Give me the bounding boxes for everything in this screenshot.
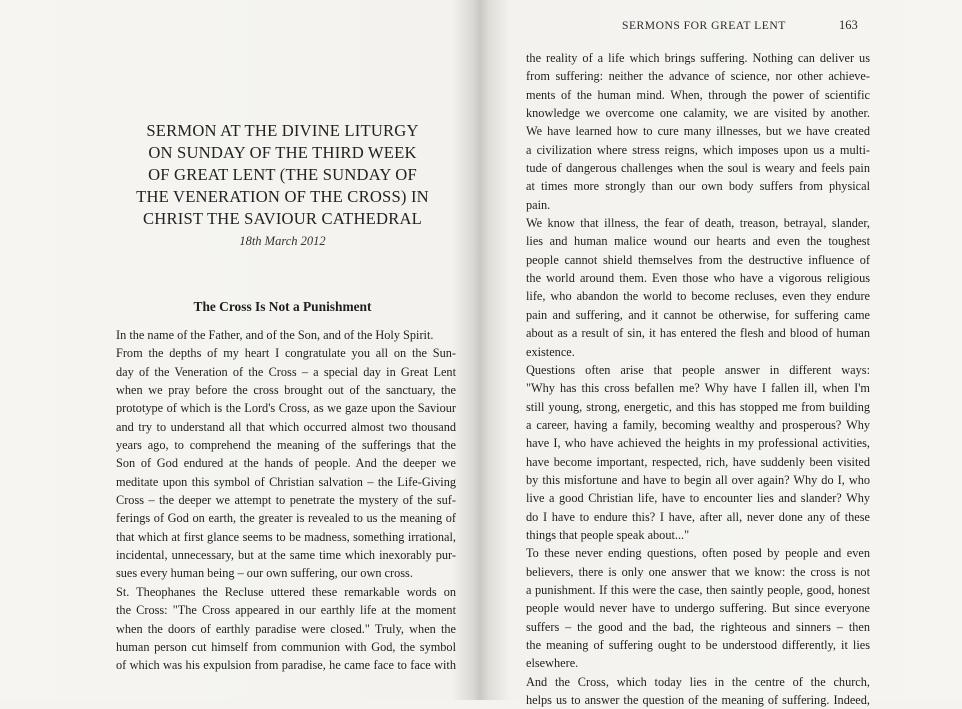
text-line: Questions often arise that people answer in different ways:: [526, 362, 870, 377]
sermon-title: [115, 120, 450, 230]
left-page: [0, 0, 481, 700]
text-line: a punishment. If this were the case, then saintly people, good, honest: [526, 582, 870, 597]
text-line: incidental, unnecessary, but at the same time which inexorably pur-: [116, 548, 456, 563]
text-line: of which was his expulsion from paradise, he came face to face with: [116, 658, 456, 673]
text-line: and try to understand all that which occurred almost two thousand: [116, 419, 456, 434]
section-heading: The Cross Is Not a Punishment: [193, 299, 372, 314]
text-line: a civilization where stress reigns, which imposes upon us a multi-: [526, 142, 870, 157]
text-line: a career, having a family, becoming wealthy and prosperous? Why: [526, 417, 870, 432]
text-line: do I have to endure this? I have, after all, never done any of these: [526, 509, 870, 524]
text-line: St. Theophanes the Recluse uttered these remarkable words on: [116, 584, 456, 599]
text-line: tude of dangerous challenges when the soul is weary and feels pain: [526, 161, 870, 176]
text-line: elsewhere.: [526, 656, 579, 671]
text-line: We know that illness, the fear of death, treason, betrayal, slander,: [526, 216, 870, 231]
text-line: sues every human being – our own suffering, our own cross.: [116, 566, 413, 581]
text-line: prototype of which is the Lord's Cross, as we gaze upon the Saviour: [116, 401, 456, 416]
text-line: life, who abandon the world to become recluses, even they endure: [526, 289, 870, 304]
right-page: [481, 0, 962, 708]
text-line: at times more strongly than our own body suffers from physical: [526, 179, 870, 194]
text-line: To these never ending questions, often posed by people and even: [526, 546, 870, 561]
text-line: the reality of a life which brings suffering. Nothing can deliver us: [526, 51, 870, 65]
text-line: have become important, respected, rich, have suddenly been visited: [526, 454, 870, 469]
title-line: OF GREAT LENT (THE SUNDAY OF: [148, 165, 417, 184]
text-line: We have learned how to cure many illnesses, but we have created: [526, 124, 870, 139]
text-line: people would never have to undergo suffering. But since everyone: [526, 601, 870, 616]
text-line: knowledge we overcome one calamity, we are visited by another.: [526, 106, 870, 121]
title-line: SERMON AT THE DIVINE LITURGY: [146, 121, 419, 140]
text-line: day of the Veneration of the Cross – a special day in Great Lent: [116, 364, 456, 379]
text-line: And the Cross, which today lies in the centre of the church,: [526, 674, 870, 689]
text-line: when the doors of earthly paradise were closed." Truly, when the: [116, 621, 456, 636]
text-line: the Cross: "The Cross appeared in our earthly life at the moment: [116, 603, 456, 618]
title-line: CHRIST THE SAVIOUR CATHEDRAL: [143, 209, 422, 228]
text-line: Cross – the deeper we attempt to penetrate the mystery of the suf-: [116, 493, 456, 508]
text-line: lies and human malice wound our hearts and even the toughest: [526, 234, 870, 249]
text-line: years ago, to comprehend the meaning of the sufferings that the: [116, 438, 456, 453]
text-line: from suffering: neither the advance of science, nor other achieve-: [526, 69, 870, 84]
text-line: pain and suffering, and it cannot be otherwise, for suffering came: [526, 307, 870, 322]
text-line: the meaning of suffering ought to be understood differently, it lies: [526, 638, 870, 652]
text-line: ments of the human mind. When, through the power of scientific: [526, 87, 870, 102]
text-line: the world around them. Even those who have a vigorous religious: [526, 271, 870, 286]
sermon-date: 18th March 2012: [239, 234, 326, 248]
text-line: "Why has this cross befallen me? Why have I fallen ill, when I'm: [526, 381, 870, 396]
text-line: human person cut himself from communion with God, the symbol: [116, 639, 456, 654]
text-line: Son of God endured at the hands of people. And the deeper we: [116, 456, 456, 471]
text-line: by this misfortune and have to begin all over again? Why do I, who: [526, 472, 870, 487]
page-number: 163: [839, 18, 858, 32]
text-line: people cannot shield themselves from the destructive influence of: [526, 252, 870, 267]
text-line: existence.: [526, 344, 575, 359]
right-body-text: [526, 49, 870, 709]
text-line: In the name of the Father, and of the Son, and of the Holy Spirit.: [116, 328, 434, 342]
text-line: have I, who have achieved the heights in my professional activities,: [526, 436, 870, 451]
text-line: pain.: [526, 197, 551, 212]
text-line: that which at first glance seems to be madness, something irrational,: [116, 529, 456, 544]
text-line: live a good Christian life, have to encounter lies and slander? Why: [526, 491, 870, 506]
text-line: still young, strong, energetic, and this has stopped me from building: [526, 399, 870, 414]
title-line: ON SUNDAY OF THE THIRD WEEK: [148, 143, 417, 162]
text-line: things that people speak about...": [526, 527, 690, 542]
text-line: believers, there is only one answer that we know: the cross is not: [526, 564, 870, 579]
text-line: helps us to answer the question of the meaning of suffering. Indeed,: [526, 693, 870, 708]
running-head: SERMONS FOR GREAT LENT: [622, 19, 786, 32]
text-line: meditate upon this symbol of Christian salvation – the Life-Giving: [116, 474, 456, 489]
text-line: about as a result of sin, it has entered the flesh and blood of human: [526, 326, 870, 341]
text-line: when we pray before the cross brought out of the sanctuary, the: [116, 383, 456, 398]
left-body-text: [116, 326, 456, 675]
text-line: suffers – the good and the bad, the righteous and sinners – then: [526, 619, 870, 634]
title-line: THE VENERATION OF THE CROSS) IN: [136, 187, 429, 206]
text-line: ferings of God on earth, the greater is revealed to us the meaning of: [116, 511, 456, 526]
text-line: From the depths of my heart I congratulate you all on the Sun-: [116, 346, 456, 361]
